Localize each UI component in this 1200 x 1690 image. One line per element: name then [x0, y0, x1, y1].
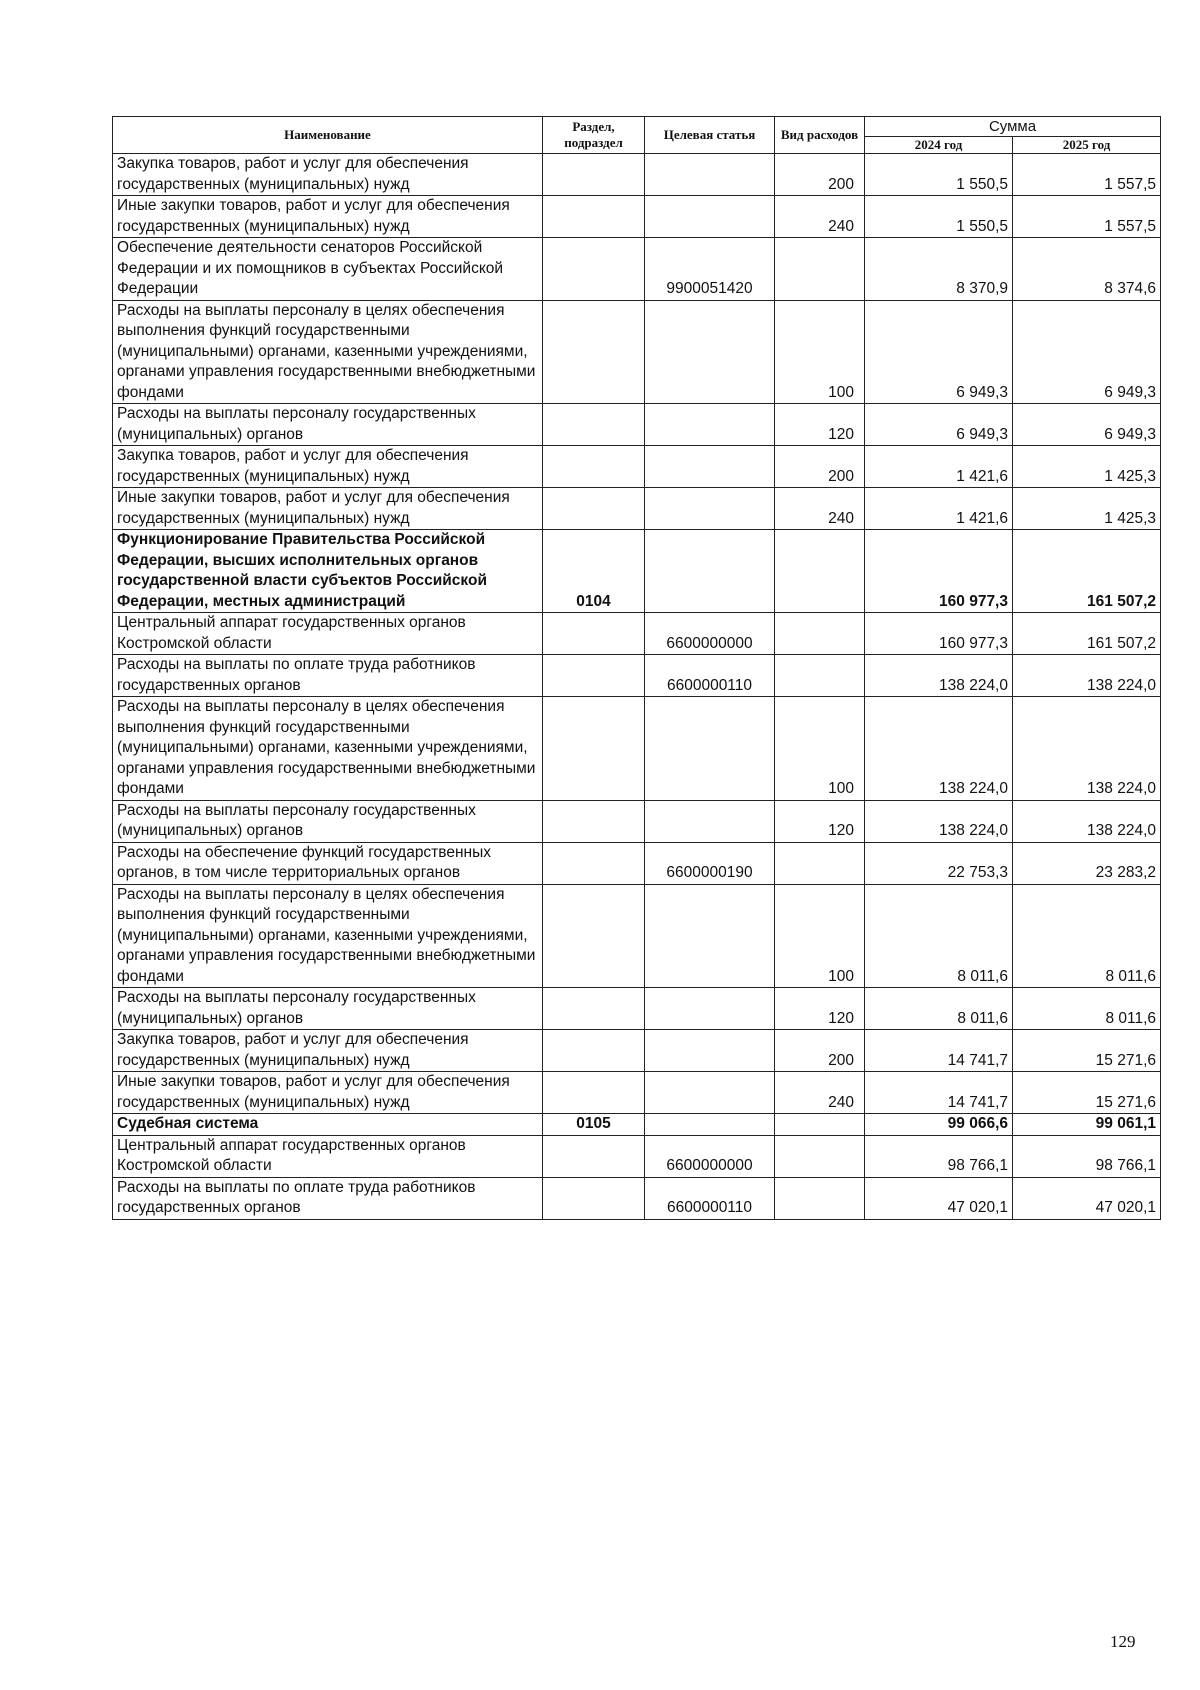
- row-name: Иные закупки товаров, работ и услуг для обеспечения государственных (муниципальных) нужд: [113, 196, 543, 238]
- row-sum-2024: 8 370,9: [865, 238, 1013, 301]
- table-row: [113, 1030, 1161, 1072]
- row-expense-type: [775, 842, 865, 884]
- row-expense-type: 200: [775, 154, 865, 196]
- row-section: [543, 884, 645, 988]
- row-sum-2025: 161 507,2: [1013, 613, 1161, 655]
- table-row: [113, 404, 1161, 446]
- row-name: Обеспечение деятельности сенаторов Российской Федерации и их помощников в субъектах Российской Федерации: [113, 238, 543, 301]
- table-row: [113, 655, 1161, 697]
- row-article: [645, 800, 775, 842]
- row-section: [543, 1177, 645, 1219]
- row-article: [645, 404, 775, 446]
- row-sum-2024: 8 011,6: [865, 884, 1013, 988]
- table-row: [113, 446, 1161, 488]
- row-sum-2024: 14 741,7: [865, 1030, 1013, 1072]
- row-expense-type: 100: [775, 884, 865, 988]
- row-article: [645, 988, 775, 1030]
- row-sum-2025: 1 557,5: [1013, 196, 1161, 238]
- row-article: [645, 488, 775, 530]
- row-sum-2024: 1 550,5: [865, 154, 1013, 196]
- row-sum-2024: 98 766,1: [865, 1135, 1013, 1177]
- row-expense-type: 120: [775, 988, 865, 1030]
- row-name: Судебная система: [113, 1114, 543, 1136]
- row-sum-2024: 6 949,3: [865, 300, 1013, 404]
- row-sum-2024: 99 066,6: [865, 1114, 1013, 1136]
- row-sum-2024: 1 550,5: [865, 196, 1013, 238]
- row-name: Расходы на обеспечение функций государственных органов, в том числе территориальных органов: [113, 842, 543, 884]
- row-name: Закупка товаров, работ и услуг для обеспечения государственных (муниципальных) нужд: [113, 1030, 543, 1072]
- row-article: 6600000000: [645, 613, 775, 655]
- row-section: [543, 1030, 645, 1072]
- row-sum-2025: 8 011,6: [1013, 884, 1161, 988]
- row-sum-2024: 138 224,0: [865, 697, 1013, 801]
- row-article: 6600000110: [645, 1177, 775, 1219]
- row-section: [543, 988, 645, 1030]
- row-expense-type: [775, 1177, 865, 1219]
- row-expense-type: [775, 613, 865, 655]
- row-article: 6600000190: [645, 842, 775, 884]
- row-sum-2024: 14 741,7: [865, 1072, 1013, 1114]
- row-name: Расходы на выплаты персоналу в целях обеспечения выполнения функций государственными (муниципальными) органами, казенными учреждениями, органами управления государственными внебюджетными фондами: [113, 300, 543, 404]
- row-section: [543, 154, 645, 196]
- row-name: Закупка товаров, работ и услуг для обеспечения государственных (муниципальных) нужд: [113, 154, 543, 196]
- row-sum-2024: 138 224,0: [865, 655, 1013, 697]
- header-article: Целевая статья: [645, 117, 775, 154]
- row-sum-2024: 1 421,6: [865, 446, 1013, 488]
- row-name: Центральный аппарат государственных органов Костромской области: [113, 613, 543, 655]
- row-sum-2025: 23 283,2: [1013, 842, 1161, 884]
- header-section: Раздел, подраздел: [543, 117, 645, 154]
- row-name: Расходы на выплаты по оплате труда работников государственных органов: [113, 655, 543, 697]
- row-section: [543, 404, 645, 446]
- row-sum-2025: 1 557,5: [1013, 154, 1161, 196]
- row-article: [645, 1114, 775, 1136]
- row-expense-type: [775, 530, 865, 613]
- row-expense-type: 100: [775, 697, 865, 801]
- row-section: [543, 655, 645, 697]
- row-expense-type: 240: [775, 1072, 865, 1114]
- row-section: [543, 238, 645, 301]
- budget-table: [112, 116, 1161, 1220]
- table-row: [113, 154, 1161, 196]
- row-article: 9900051420: [645, 238, 775, 301]
- row-section: [543, 1135, 645, 1177]
- row-sum-2025: 161 507,2: [1013, 530, 1161, 613]
- table-row: [113, 1177, 1161, 1219]
- row-expense-type: [775, 1135, 865, 1177]
- row-article: [645, 446, 775, 488]
- header-year-2024: 2024 год: [865, 137, 1013, 154]
- table-row: [113, 196, 1161, 238]
- row-sum-2025: 6 949,3: [1013, 300, 1161, 404]
- table-row: [113, 1135, 1161, 1177]
- row-section: 0104: [543, 530, 645, 613]
- row-sum-2025: 1 425,3: [1013, 446, 1161, 488]
- row-article: [645, 300, 775, 404]
- table-row: [113, 488, 1161, 530]
- row-sum-2024: 22 753,3: [865, 842, 1013, 884]
- header-sum: Сумма: [865, 117, 1161, 137]
- table-row: [113, 1072, 1161, 1114]
- row-sum-2024: 1 421,6: [865, 488, 1013, 530]
- header-name: Наименование: [113, 117, 543, 154]
- row-article: [645, 530, 775, 613]
- row-sum-2025: 1 425,3: [1013, 488, 1161, 530]
- row-sum-2024: 160 977,3: [865, 613, 1013, 655]
- row-article: [645, 697, 775, 801]
- row-expense-type: 240: [775, 488, 865, 530]
- row-expense-type: 100: [775, 300, 865, 404]
- row-name: Иные закупки товаров, работ и услуг для обеспечения государственных (муниципальных) нужд: [113, 1072, 543, 1114]
- row-expense-type: 120: [775, 800, 865, 842]
- row-sum-2025: 8 374,6: [1013, 238, 1161, 301]
- table-row: [113, 884, 1161, 988]
- row-article: [645, 884, 775, 988]
- row-expense-type: [775, 1114, 865, 1136]
- row-section: [543, 488, 645, 530]
- row-sum-2024: 138 224,0: [865, 800, 1013, 842]
- table-body: [113, 154, 1161, 1220]
- table-row: [113, 1114, 1161, 1136]
- row-sum-2025: 15 271,6: [1013, 1072, 1161, 1114]
- row-section: [543, 446, 645, 488]
- row-section: [543, 196, 645, 238]
- row-sum-2025: 99 061,1: [1013, 1114, 1161, 1136]
- row-article: [645, 1072, 775, 1114]
- row-article: [645, 1030, 775, 1072]
- row-expense-type: 200: [775, 1030, 865, 1072]
- table-row: [113, 842, 1161, 884]
- row-section: [543, 613, 645, 655]
- table-row: [113, 988, 1161, 1030]
- row-sum-2024: 160 977,3: [865, 530, 1013, 613]
- table-row: [113, 238, 1161, 301]
- row-section: 0105: [543, 1114, 645, 1136]
- row-sum-2025: 6 949,3: [1013, 404, 1161, 446]
- table-row: [113, 800, 1161, 842]
- page-number: 129: [1110, 1632, 1136, 1651]
- table-row: [113, 530, 1161, 613]
- row-sum-2025: 47 020,1: [1013, 1177, 1161, 1219]
- row-name: Иные закупки товаров, работ и услуг для обеспечения государственных (муниципальных) нужд: [113, 488, 543, 530]
- row-name: Расходы на выплаты персоналу в целях обеспечения выполнения функций государственными (муниципальными) органами, казенными учреждениями, органами управления государственными внебюджетными фондами: [113, 884, 543, 988]
- row-sum-2025: 138 224,0: [1013, 655, 1161, 697]
- row-expense-type: 240: [775, 196, 865, 238]
- row-article: [645, 154, 775, 196]
- row-expense-type: [775, 655, 865, 697]
- row-section: [543, 800, 645, 842]
- row-name: Функционирование Правительства Российской Федерации, высших исполнительных органов государственной власти субъектов Российской Федерации, местных администраций: [113, 530, 543, 613]
- row-section: [543, 300, 645, 404]
- row-section: [543, 1072, 645, 1114]
- row-sum-2024: 47 020,1: [865, 1177, 1013, 1219]
- row-name: Расходы на выплаты персоналу государственных (муниципальных) органов: [113, 988, 543, 1030]
- row-section: [543, 697, 645, 801]
- row-sum-2025: 138 224,0: [1013, 697, 1161, 801]
- row-article: 6600000110: [645, 655, 775, 697]
- table-row: [113, 697, 1161, 801]
- row-name: Расходы на выплаты персоналу в целях обеспечения выполнения функций государственными (муниципальными) органами, казенными учреждениями, органами управления государственными внебюджетными фондами: [113, 697, 543, 801]
- row-name: Расходы на выплаты персоналу государственных (муниципальных) органов: [113, 404, 543, 446]
- row-article: 6600000000: [645, 1135, 775, 1177]
- table-header: [113, 117, 1161, 154]
- row-name: Закупка товаров, работ и услуг для обеспечения государственных (муниципальных) нужд: [113, 446, 543, 488]
- row-name: Расходы на выплаты по оплате труда работников государственных органов: [113, 1177, 543, 1219]
- row-section: [543, 842, 645, 884]
- table-row: [113, 300, 1161, 404]
- row-name: Расходы на выплаты персоналу государственных (муниципальных) органов: [113, 800, 543, 842]
- row-sum-2025: 8 011,6: [1013, 988, 1161, 1030]
- row-expense-type: 200: [775, 446, 865, 488]
- header-year-2025: 2025 год: [1013, 137, 1161, 154]
- row-sum-2025: 138 224,0: [1013, 800, 1161, 842]
- row-article: [645, 196, 775, 238]
- row-expense-type: [775, 238, 865, 301]
- row-expense-type: 120: [775, 404, 865, 446]
- table-row: [113, 613, 1161, 655]
- row-sum-2024: 6 949,3: [865, 404, 1013, 446]
- row-sum-2025: 15 271,6: [1013, 1030, 1161, 1072]
- row-name: Центральный аппарат государственных органов Костромской области: [113, 1135, 543, 1177]
- row-sum-2024: 8 011,6: [865, 988, 1013, 1030]
- header-expense-type: Вид расходов: [775, 117, 865, 154]
- row-sum-2025: 98 766,1: [1013, 1135, 1161, 1177]
